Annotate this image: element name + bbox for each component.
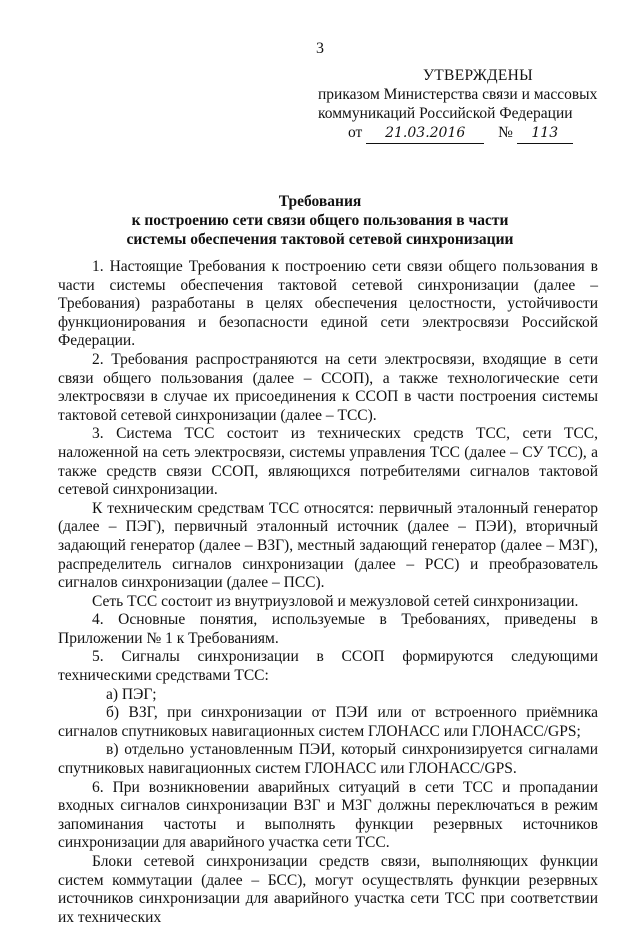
date-prefix: от: [348, 124, 363, 141]
title-line-3: системы обеспечения тактовой сетевой синхронизации: [126, 231, 514, 248]
page-number: 3: [316, 40, 324, 57]
paragraph-1: 1. Настоящие Требования к построению сети связи общего пользования в части системы обеспечения тактовой сетевой синхронизации (далее – Требования) разработаны в целях обеспечения целостности, устойчивости функционирования и безопасности единой сети электросвязи Российской Федерации.: [58, 258, 598, 350]
title-line-2: к построению сети связи общего пользования в части: [131, 212, 509, 229]
handwritten-date: 21.03.2016: [366, 124, 484, 144]
document-body: [58, 258, 598, 927]
list-item-b: б) ВЗГ, при синхронизации от ПЭИ или от встроенного приёмника сигналов спутниковых навигационных систем ГЛОНАСС или ГЛОНАСС/GPS;: [58, 704, 598, 740]
document-title: [0, 192, 640, 249]
approval-line-1: приказом Министерства связи и массовых: [318, 86, 598, 103]
paragraph-3: 3. Система ТСС состоит из технических средств ТСС, сети ТСС, наложенной на сеть электросвязи, системы управления ТСС (далее – СУ ТСС), а также средств связи ССОП, являющихся потребителями сигналов тактовой сетевой синхронизации.: [58, 425, 598, 499]
approval-heading: УТВЕРЖДЕНЫ: [423, 67, 533, 84]
paragraph-5: 5. Сигналы синхронизации в ССОП формируются следующими техническими средствами ТСС:: [58, 648, 598, 685]
approval-block: [318, 66, 618, 144]
title-line-1: Требования: [278, 193, 362, 210]
paragraph-6: 6. При возникновении аварийных ситуаций в сети ТСС и пропадании входных сигналов синхронизации ВЗГ и МЗГ должны переключаться в режим запоминания частоты и выполнять функции резервных источников синхронизации для аварийного участка сети ТСС.: [58, 778, 598, 852]
approval-date-line: [318, 123, 618, 144]
list-item-a: а) ПЭГ;: [106, 685, 157, 703]
paragraph-3-means: К техническим средствам ТСС относятся: первичный эталонный генератор (далее – ПЭГ), первичный эталонный источник (далее – ПЭИ), вторичный задающий генератор (далее – ВЗГ), местный задающий генератор (далее – МЗГ), распределитель сигналов синхронизации (далее – РСС) и преобразователь сигналов синхронизации (далее – ПСС).: [58, 499, 598, 592]
paragraph-3-network: Сеть ТСС состоит из внутриузловой и межузловой сетей синхронизации.: [92, 592, 579, 610]
number-prefix: №: [498, 124, 513, 141]
approval-line-2: коммуникаций Российской Федерации: [318, 105, 573, 122]
paragraph-6-bss: Блоки сетевой синхронизации средств связи, выполняющих функции систем коммутации (далее – БСС), могут осуществлять функции резервных источников синхронизации для аварийного участка сети ТСС при соответствии их технических: [58, 853, 598, 926]
list-item-v: в) отдельно установленным ПЭИ, который синхронизируется сигналами спутниковых навигационных систем ГЛОНАСС или ГЛОНАСС/GPS.: [58, 741, 598, 778]
paragraph-2: 2. Требования распространяются на сети электросвязи, входящие в сети связи общего пользования (далее – ССОП), а также технологические сети электросвязи в случае их присоединения к ССОП в части построения системы тактовой сетевой синхронизации (далее – ТСС).: [58, 350, 598, 424]
handwritten-number: 113: [517, 124, 573, 144]
paragraph-4: 4. Основные понятия, используемые в Требованиях, приведены в Приложении № 1 к Требованиям.: [58, 611, 598, 647]
